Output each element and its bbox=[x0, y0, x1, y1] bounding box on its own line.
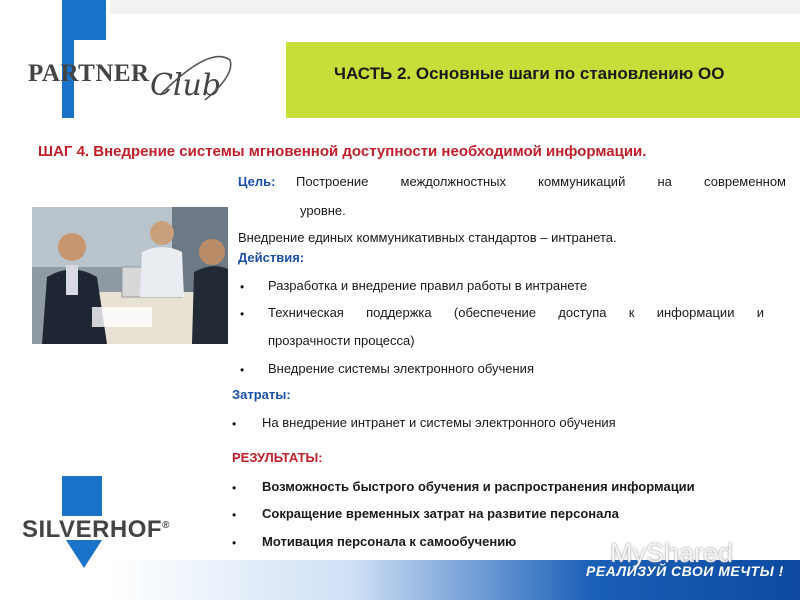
results-label: РЕЗУЛЬТАТЫ: bbox=[232, 450, 323, 465]
silverhof-logo-block bbox=[62, 476, 102, 516]
silverhof-logo-text: SILVERHOF® bbox=[22, 516, 170, 543]
club-swoosh-icon bbox=[150, 40, 240, 110]
actions-label: Действия: bbox=[238, 250, 305, 265]
bullet: • bbox=[232, 536, 237, 550]
bullet: • bbox=[240, 307, 245, 321]
silverhof-logo-triangle bbox=[66, 540, 102, 568]
watermark-text: MyShared bbox=[610, 538, 734, 568]
cost-item: На внедрение интранет и системы электронного обучения bbox=[262, 415, 616, 430]
slide-title: ЧАСТЬ 2. Основные шаги по становлению ОО bbox=[334, 64, 725, 83]
bullet: • bbox=[232, 508, 237, 522]
office-meeting-photo bbox=[32, 207, 228, 344]
club-logo-text: Club bbox=[150, 68, 222, 103]
action-item: Внедрение системы электронного обучения bbox=[268, 361, 534, 376]
bullet: • bbox=[232, 481, 237, 495]
action-item: Разработка и внедрение правил работы в интранете bbox=[268, 278, 588, 293]
bullet: • bbox=[240, 363, 245, 377]
logo-blue-bar bbox=[62, 0, 74, 118]
goal-text-line2: уровне. bbox=[300, 203, 346, 218]
result-item: Возможность быстрого обучения и распространения информации bbox=[262, 479, 695, 494]
partner-logo-text: PARTNER bbox=[28, 60, 150, 87]
result-item: Мотивация персонала к самообучению bbox=[262, 534, 517, 549]
footer-slogan: РЕАЛИЗУЙ СВОИ МЕЧТЫ ! bbox=[586, 563, 784, 579]
goal-label: Цель: bbox=[238, 174, 276, 189]
action-item-cont: прозрачности процесса) bbox=[268, 333, 415, 348]
bullet: • bbox=[232, 417, 237, 431]
action-item: Техническая поддержка (обеспечение доступа к информации и bbox=[268, 305, 764, 320]
goal-text-line3: Внедрение единых коммуникативных стандартов – интранета. bbox=[238, 230, 617, 245]
costs-label: Затраты: bbox=[232, 387, 291, 402]
result-item: Сокращение временных затрат на развитие персонала bbox=[262, 506, 619, 521]
top-strip bbox=[110, 0, 800, 14]
bullet: • bbox=[240, 280, 245, 294]
goal-text-line1: Построение междолжностных коммуникаций на современном bbox=[296, 174, 786, 189]
step-title: ШАГ 4. Внедрение системы мгновенной доступности необходимой информации. bbox=[38, 143, 647, 160]
